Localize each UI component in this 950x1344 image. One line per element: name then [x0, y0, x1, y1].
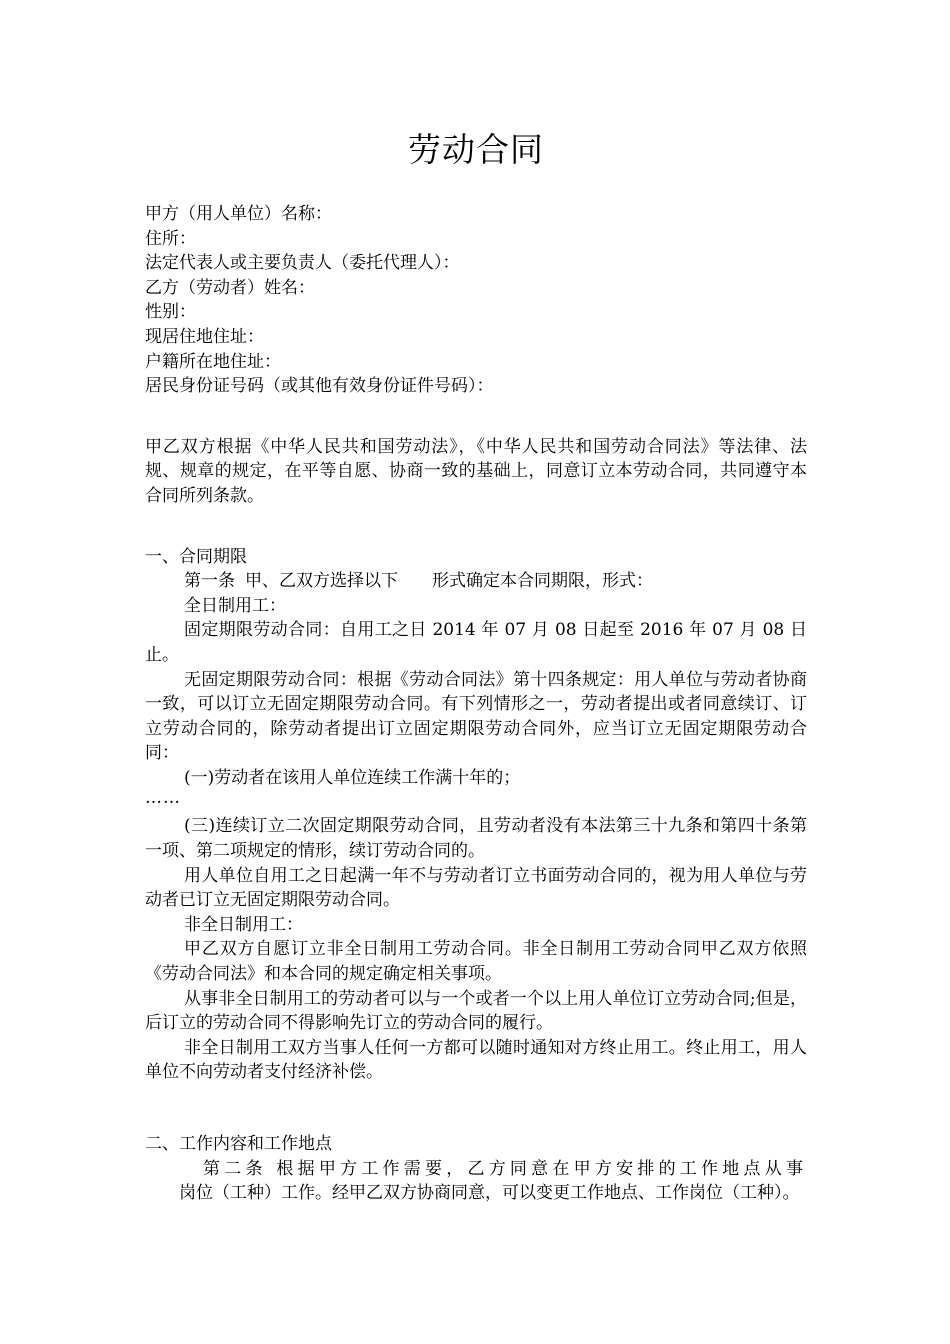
article-1-text-end: 形式确定本合同期限，形式：: [432, 571, 653, 592]
parttime-paragraph-2: 从事非全日制用工的劳动者可以与一个或者一个以上用人单位订立劳动合同;但是，后订立的劳动合同不得影响先订立的劳动合同的履行。: [145, 988, 807, 1034]
parttime-paragraph-1: 甲乙双方自愿订立非全日制用工劳动合同。非全日制用工劳动合同甲乙双方依照《劳动合同法》和本合同的规定确定相关事项。: [145, 939, 807, 985]
parttime-paragraph-3: 非全日制用工双方当事人任何一方都可以随时通知对方终止用工。终止用工，用人单位不向劳动者支付经济补偿。: [145, 1037, 807, 1083]
fulltime-heading: 全日制用工：: [184, 595, 286, 616]
document-title: 劳动合同: [408, 130, 544, 169]
article-2-text-end: 岗位（工种）工作。经甲乙双方协商同意，可以变更工作地点、工作岗位（工种）。: [179, 1183, 800, 1204]
intro-paragraph: 甲乙双方根据《中华人民共和国劳动法》，《中华人民共和国劳动合同法》等法律、法规、规章的规定，在平等自愿、协商一致的基础上，同意订立本劳动合同，共同遵守本合同所列条款。: [145, 436, 807, 506]
field-id-number: 居民身份证号码（或其他有效身份证件号码）：: [145, 376, 494, 397]
section-heading-term: 一、合同期限: [145, 546, 247, 567]
ellipsis: ……: [145, 788, 181, 809]
field-legal-representative: 法定代表人或主要负责人（委托代理人）：: [145, 253, 460, 274]
fixed-term-paragraph: 固定期限劳动合同：自用工之日 2014 年 07 月 08 日起至 2016 年 07 月 08 日止。: [145, 620, 807, 665]
field-employee-name: 乙方（劳动者）姓名：: [145, 277, 315, 298]
article-2: [145, 1157, 807, 1206]
article-1-text: 甲、乙双方选择以下: [245, 571, 398, 592]
article-1: [145, 569, 807, 594]
field-gender: 性别：: [145, 302, 196, 323]
condition-item-3: (三)连续订立二次固定期限劳动合同，且劳动者没有本法第三十九条和第四十条第一项、第二项规定的情形，续订劳动合同的。: [145, 816, 807, 862]
contract-page: [145, 128, 807, 1206]
one-year-paragraph: 用人单位自用工之日起满一年不与劳动者订立书面劳动合同的，视为用人单位与劳动者已订立无固定期限劳动合同。: [145, 865, 807, 911]
field-employer-name: 甲方（用人单位）名称：: [145, 204, 332, 224]
condition-item-1: (一)劳动者在该用人单位连续工作满十年的；: [184, 767, 521, 788]
article-2-text: 第二条 根据甲方工作需要，乙方同意在甲方安排的工作地点从事: [203, 1158, 807, 1179]
party-fields: [145, 202, 807, 399]
open-term-paragraph: 无固定期限劳动合同：根据《劳动合同法》第十四条规定：用人单位与劳动者协商一致，可以订立无固定期限劳动合同。有下列情形之一，劳动者提出或者同意续订、订立劳动合同的，除劳动者提出订立固定期限劳动合同外，应当订立无固定期限劳动合同：: [145, 669, 807, 764]
field-address: 住所：: [145, 228, 196, 249]
field-current-address: 现居住地住址：: [145, 326, 264, 347]
parttime-heading: 非全日制用工：: [184, 914, 303, 935]
field-household-address: 户籍所在地住址：: [145, 351, 281, 372]
section-heading-work: 二、工作内容和工作地点: [145, 1134, 332, 1154]
article-1-number: 第一条: [184, 571, 235, 592]
